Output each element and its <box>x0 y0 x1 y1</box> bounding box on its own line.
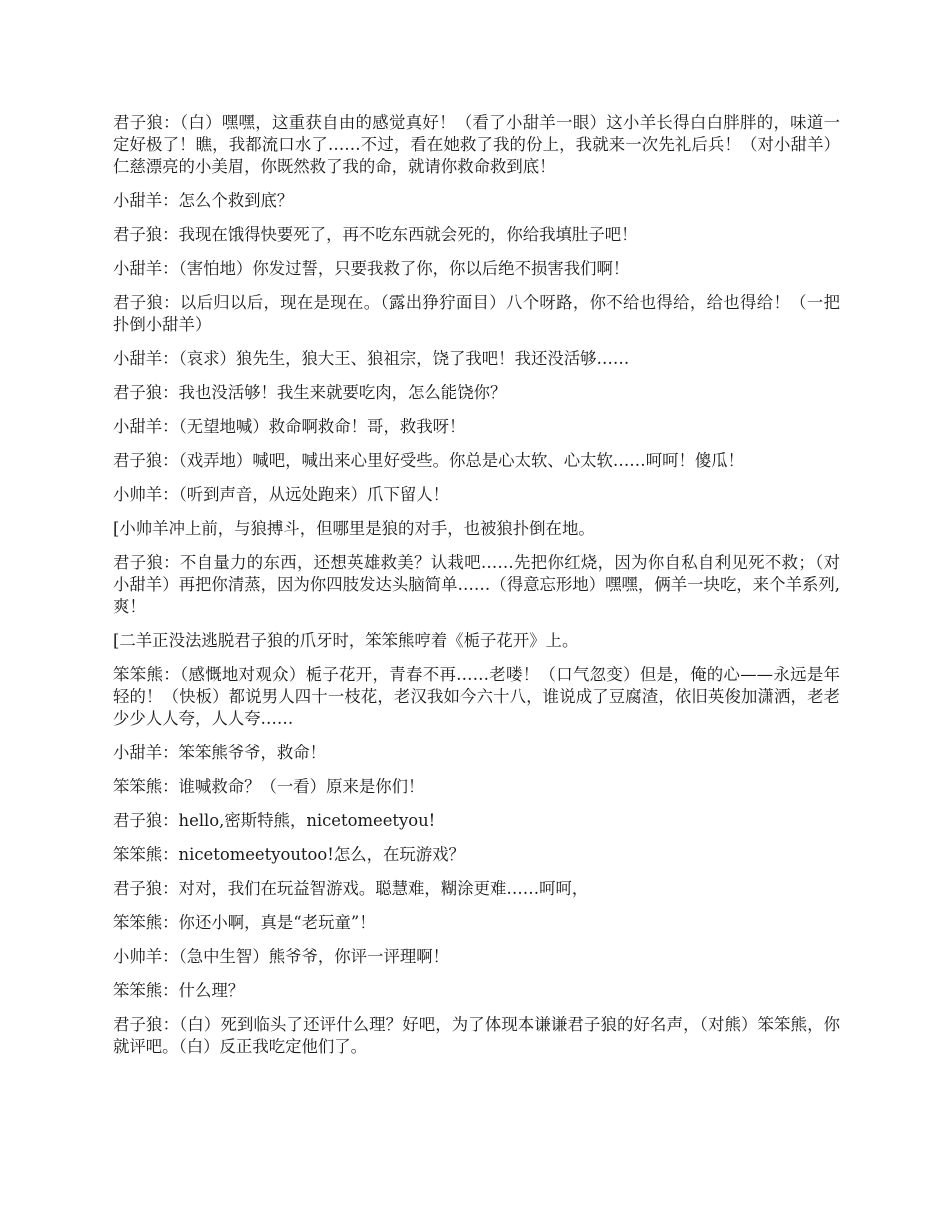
paragraph: 小帅羊：（急中生智）熊爷爷，你评一评理啊！ <box>113 947 450 966</box>
paragraph: 君子狼：（戏弄地）喊吧，喊出来心里好受些。你总是心太软、心太软……呵呵！傻瓜！ <box>113 451 745 470</box>
paragraph: 小甜羊：（无望地喊）救命啊救命！哥，救我呀！ <box>113 417 466 436</box>
paragraph: 君子狼：以后归以后，现在是现在。（露出狰狞面目）八个呀路，你不给也得给，给也得给！（一把扑倒小甜羊） <box>113 293 840 334</box>
paragraph: 君子狼：不自量力的东西，还想英雄救美？认栽吧……先把你红烧，因为你自私自利见死不救；（对小甜羊）再把你清蒸，因为你四肢发达头脑简单……（得意忘形地）嘿嘿，俩羊一块吃，来个羊系列,爽！ <box>113 553 840 616</box>
paragraph: 君子狼：对对，我们在玩益智游戏。聪慧难，糊涂更难……呵呵， <box>113 879 589 898</box>
paragraph: 笨笨熊：（感慨地对观众）栀子花开，青春不再……老喽！（口气忽变）但是，俺的心——永远是年轻的！（快板）都说男人四十一枝花，老汉我如今六十八，谁说成了豆腐渣，依旧英俊加潇洒，老老少少人人夸，人人夸…… <box>113 665 840 728</box>
paragraph: 君子狼：hello,密斯特熊，nicetomeetyou! <box>113 811 436 830</box>
stage-direction: [小帅羊冲上前，与狼搏斗，但哪里是狼的对手，也被狼扑倒在地。 <box>113 519 595 538</box>
paragraph: 笨笨熊：你还小啊，真是“老玩童”！ <box>113 913 376 932</box>
paragraph: 君子狼：（白）嘿嘿，这重获自由的感觉真好！（看了小甜羊一眼）这小羊长得白白胖胖的，味道一定好极了！瞧，我都流口水了……不过，看在她救了我的份上，我就来一次先礼后兵！（对小甜羊）仁慈漂亮的小美眉，你既然救了我的命，就请你救命救到底！ <box>113 113 840 176</box>
paragraph: 君子狼：我现在饿得快要死了，再不吃东西就会死的，你给我填肚子吧！ <box>113 225 638 244</box>
paragraph: 小甜羊：（害怕地）你发过誓，只要我救了你，你以后绝不损害我们啊！ <box>113 259 630 278</box>
paragraph: 小甜羊：笨笨熊爷爷，救命！ <box>113 743 327 762</box>
paragraph: 笨笨熊：什么理？ <box>113 981 245 1000</box>
paragraph: 小帅羊：（听到声音，从远处跑来）爪下留人！ <box>113 485 450 504</box>
paragraph: 君子狼：（白）死到临头了还评什么理？好吧，为了体现本谦谦君子狼的好名声，（对熊）笨笨熊，你就评吧。（白）反正我吃定他们了。 <box>113 1015 840 1056</box>
paragraph: 小甜羊：（哀求）狼先生，狼大王、狼祖宗，饶了我吧！我还没活够…… <box>113 349 630 368</box>
paragraph: 君子狼：我也没活够！我生来就要吃肉，怎么能饶你？ <box>113 383 507 402</box>
paragraph: 笨笨熊：nicetomeetyoutoo!怎么，在玩游戏？ <box>113 845 465 864</box>
paragraph: 笨笨熊：谁喊救命？（一看）原来是你们！ <box>113 777 425 796</box>
script-text-body <box>113 112 840 1070</box>
paragraph: 小甜羊：怎么个救到底？ <box>113 191 294 210</box>
stage-direction: [二羊正没法逃脱君子狼的爪牙时，笨笨熊哼着《栀子花开》上。 <box>113 631 579 650</box>
